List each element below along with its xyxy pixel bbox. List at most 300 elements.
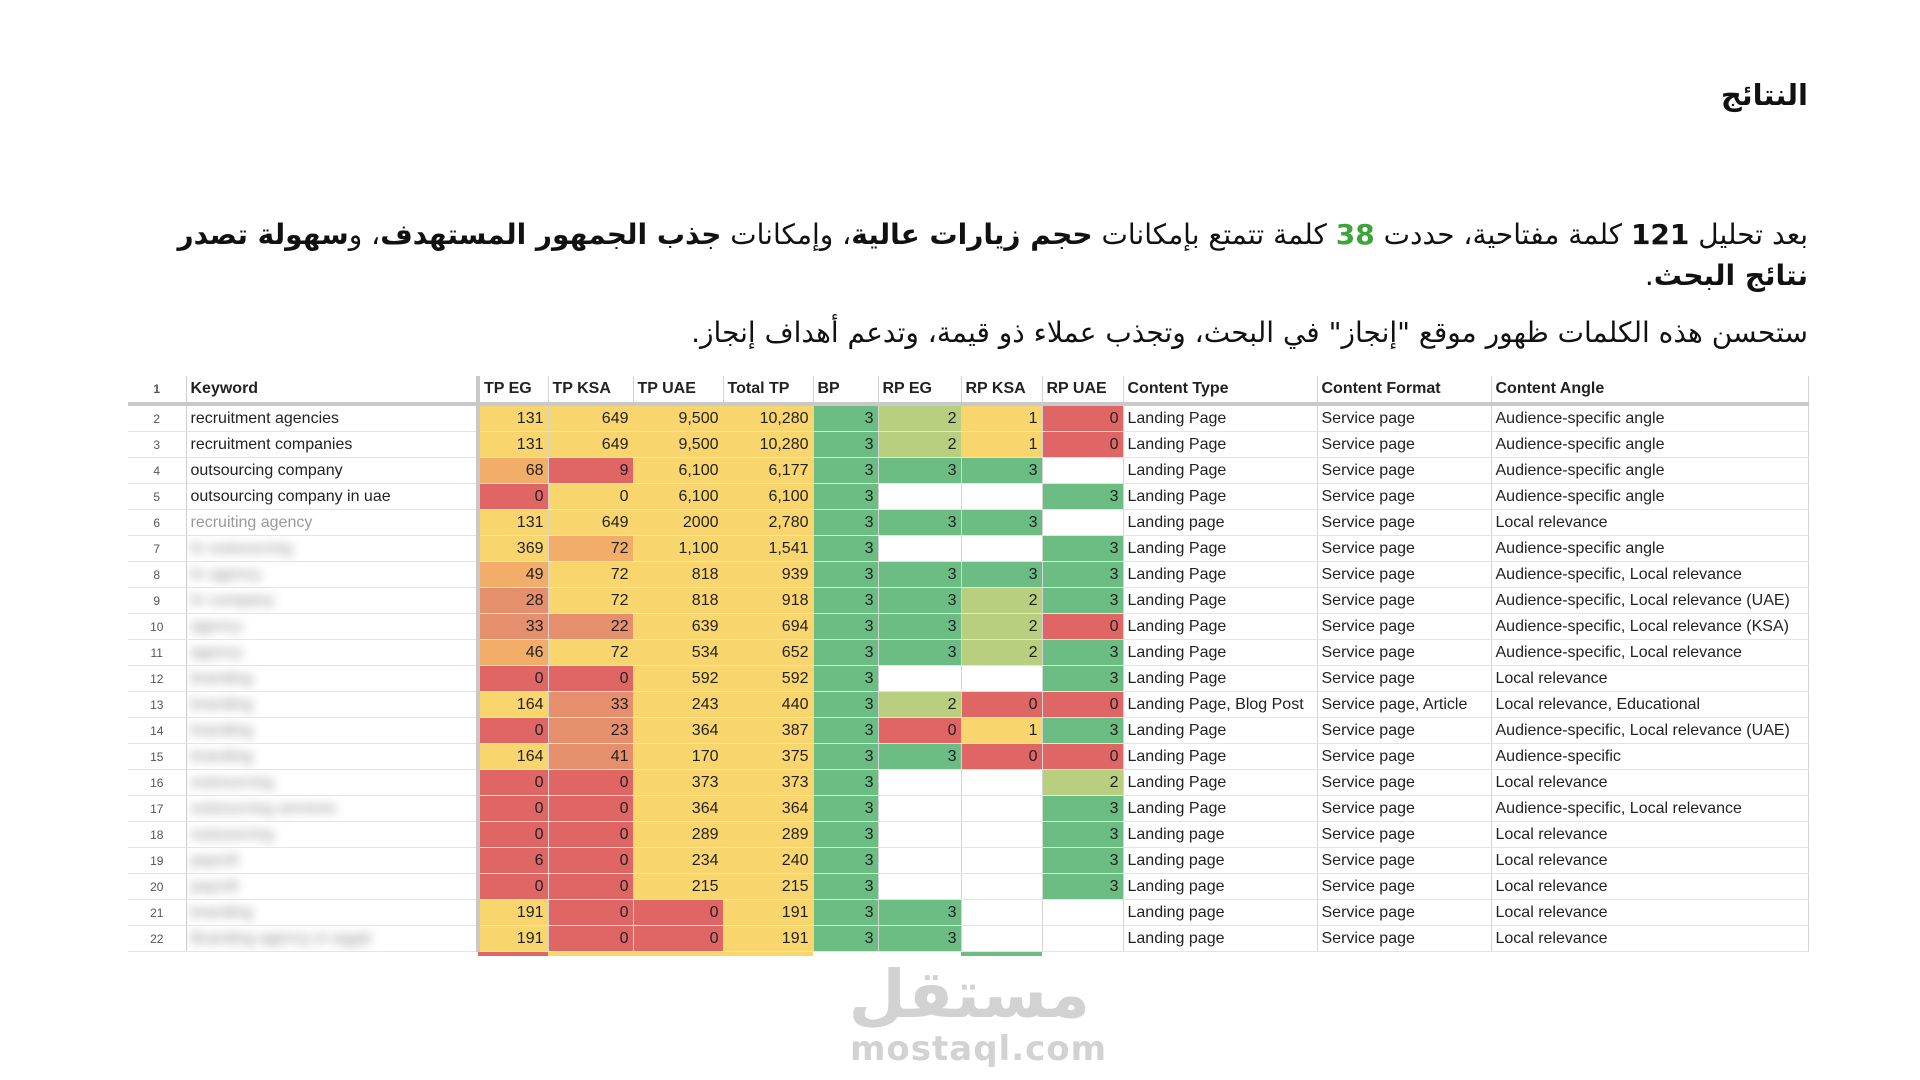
keyword-cell (186, 796, 478, 822)
content-type-cell: Landing Page (1123, 484, 1317, 510)
rp-eg-cell: 3 (878, 614, 961, 640)
content-format-cell: Service page (1317, 874, 1491, 900)
tp-eg-cell: 369 (478, 536, 548, 562)
keyword-cell (186, 640, 478, 666)
table-row (128, 510, 1808, 536)
keyword-cell (186, 614, 478, 640)
keyword-cell (186, 588, 478, 614)
bp-cell: 3 (813, 692, 878, 718)
tp-eg-cell: 191 (478, 926, 548, 952)
tp-ksa-cell: 22 (548, 614, 633, 640)
column-header-bp: BP (813, 376, 878, 404)
tp-eg-cell: 131 (478, 404, 548, 432)
rp-uae-cell: 3 (1042, 822, 1123, 848)
content-format-cell: Service page (1317, 614, 1491, 640)
content-format-cell: Service page (1317, 510, 1491, 536)
rp-ksa-cell: 0 (961, 744, 1042, 770)
row-number: 10 (128, 614, 186, 640)
table-row (128, 640, 1808, 666)
rp-eg-cell: 3 (878, 588, 961, 614)
summary-paragraph (118, 214, 1808, 296)
partial-cell (186, 952, 478, 957)
tp-ksa-cell: 33 (548, 692, 633, 718)
tp-uae-cell: 9,500 (633, 404, 723, 432)
tp-ksa-cell: 72 (548, 562, 633, 588)
content-type-cell: Landing page (1123, 900, 1317, 926)
total-tp-cell: 6,100 (723, 484, 813, 510)
rp-ksa-cell (961, 900, 1042, 926)
content-angle-cell: Local relevance (1491, 510, 1808, 536)
tp-eg-cell: 0 (478, 796, 548, 822)
rp-uae-cell: 3 (1042, 484, 1123, 510)
keyword-text: branding (190, 903, 253, 921)
summary-text: كلمة مفتاحية، حددت (1374, 218, 1631, 251)
row-number: 13 (128, 692, 186, 718)
rp-uae-cell (1042, 510, 1123, 536)
keyword-cell: outsourcing company in uae (186, 484, 478, 510)
rp-ksa-cell (961, 484, 1042, 510)
rp-uae-cell: 3 (1042, 796, 1123, 822)
rp-eg-cell: 0 (878, 718, 961, 744)
content-format-cell: Service page (1317, 744, 1491, 770)
rp-ksa-cell (961, 796, 1042, 822)
tp-ksa-cell: 41 (548, 744, 633, 770)
tp-eg-cell: 49 (478, 562, 548, 588)
rp-uae-cell: 0 (1042, 432, 1123, 458)
rp-ksa-cell: 1 (961, 432, 1042, 458)
partial-cell (633, 952, 723, 957)
content-angle-cell: Local relevance (1491, 848, 1808, 874)
summary-text: بعد تحليل (1689, 218, 1808, 251)
bp-cell: 3 (813, 404, 878, 432)
rp-ksa-cell: 2 (961, 588, 1042, 614)
tp-eg-cell: 0 (478, 874, 548, 900)
content-type-cell: Landing page (1123, 510, 1317, 536)
content-angle-cell: Audience-specific, Local relevance (KSA) (1491, 614, 1808, 640)
row-number: 14 (128, 718, 186, 744)
content-angle-cell: Audience-specific angle (1491, 484, 1808, 510)
row-number: 7 (128, 536, 186, 562)
tp-eg-cell: 0 (478, 822, 548, 848)
total-tp-cell: 652 (723, 640, 813, 666)
keyword-text: payroll (190, 877, 238, 895)
content-format-cell: Service page (1317, 770, 1491, 796)
rp-ksa-cell (961, 666, 1042, 692)
tp-uae-cell: 2000 (633, 510, 723, 536)
rp-uae-cell: 3 (1042, 874, 1123, 900)
content-angle-cell: Audience-specific angle (1491, 536, 1808, 562)
keyword-text: branding (190, 747, 253, 765)
content-type-cell: Landing Page (1123, 718, 1317, 744)
rp-uae-cell: 3 (1042, 718, 1123, 744)
tp-ksa-cell: 72 (548, 640, 633, 666)
mostaql-watermark-logo (848, 956, 1108, 1069)
table-row (128, 562, 1808, 588)
total-tp-cell: 10,280 (723, 404, 813, 432)
keyword-cell: recruitment agencies (186, 404, 478, 432)
tp-uae-cell: 0 (633, 926, 723, 952)
rp-eg-cell (878, 848, 961, 874)
content-angle-cell: Audience-specific, Local relevance (UAE) (1491, 718, 1808, 744)
total-tp-cell: 6,177 (723, 458, 813, 484)
total-tp-cell: 440 (723, 692, 813, 718)
partial-cell (1317, 952, 1491, 957)
bp-cell: 3 (813, 536, 878, 562)
rp-uae-cell: 3 (1042, 848, 1123, 874)
table-row (128, 458, 1808, 484)
keyword-cell (186, 926, 478, 952)
rp-eg-cell (878, 666, 961, 692)
rp-eg-cell (878, 536, 961, 562)
tp-uae-cell: 534 (633, 640, 723, 666)
content-type-cell: Landing Page, Blog Post (1123, 692, 1317, 718)
tp-eg-cell: 68 (478, 458, 548, 484)
rp-eg-cell: 2 (878, 692, 961, 718)
content-angle-cell: Audience-specific, Local relevance (1491, 796, 1808, 822)
row-number: 5 (128, 484, 186, 510)
content-format-cell: Service page (1317, 484, 1491, 510)
tp-ksa-cell: 0 (548, 822, 633, 848)
content-format-cell: Service page (1317, 848, 1491, 874)
bp-cell: 3 (813, 510, 878, 536)
keyword-text: outsourcing services (190, 799, 337, 817)
tp-ksa-cell: 0 (548, 874, 633, 900)
keywords-analyzed-count: 121 (1630, 218, 1690, 251)
tp-uae-cell: 364 (633, 718, 723, 744)
total-tp-cell: 373 (723, 770, 813, 796)
content-type-cell: Landing page (1123, 926, 1317, 952)
tp-uae-cell: 818 (633, 588, 723, 614)
content-type-cell: Landing Page (1123, 640, 1317, 666)
total-tp-cell: 918 (723, 588, 813, 614)
tp-ksa-cell: 649 (548, 404, 633, 432)
watermark-arabic: مستقل (848, 956, 1090, 1033)
tp-uae-cell: 0 (633, 900, 723, 926)
content-angle-cell: Local relevance (1491, 900, 1808, 926)
rp-eg-cell: 3 (878, 562, 961, 588)
partial-cell (1123, 952, 1317, 957)
rp-ksa-cell (961, 536, 1042, 562)
table-row (128, 588, 1808, 614)
keyword-cell (186, 770, 478, 796)
rp-uae-cell: 3 (1042, 536, 1123, 562)
table-row (128, 718, 1808, 744)
row-number: 16 (128, 770, 186, 796)
rp-eg-cell: 3 (878, 926, 961, 952)
content-type-cell: Landing Page (1123, 796, 1317, 822)
column-header-keyword: Keyword (186, 376, 478, 404)
column-header-total-tp: Total TP (723, 376, 813, 404)
row-number: 2 (128, 404, 186, 432)
row-number: 1 (128, 376, 186, 404)
tp-ksa-cell: 23 (548, 718, 633, 744)
row-number: 15 (128, 744, 186, 770)
tp-eg-cell: 0 (478, 484, 548, 510)
content-angle-cell: Audience-specific angle (1491, 404, 1808, 432)
content-angle-cell: Local relevance, Educational (1491, 692, 1808, 718)
rp-ksa-cell (961, 770, 1042, 796)
content-format-cell: Service page (1317, 822, 1491, 848)
content-format-cell: Service page (1317, 900, 1491, 926)
rp-ksa-cell: 1 (961, 718, 1042, 744)
table-row (128, 692, 1808, 718)
content-type-cell: Landing page (1123, 874, 1317, 900)
bp-cell: 3 (813, 796, 878, 822)
summary-text: ، و (348, 218, 381, 251)
table-row (128, 926, 1808, 952)
row-number: 11 (128, 640, 186, 666)
rp-ksa-cell: 3 (961, 562, 1042, 588)
keyword-cell (186, 692, 478, 718)
total-tp-cell: 1,541 (723, 536, 813, 562)
tp-uae-cell: 289 (633, 822, 723, 848)
rp-uae-cell (1042, 926, 1123, 952)
content-angle-cell: Audience-specific angle (1491, 432, 1808, 458)
content-format-cell: Service page (1317, 796, 1491, 822)
tp-ksa-cell: 9 (548, 458, 633, 484)
tp-ksa-cell: 0 (548, 848, 633, 874)
keyword-text: hr outsourcing (190, 539, 292, 557)
table-row (128, 744, 1808, 770)
table-row (128, 796, 1808, 822)
keyword-cell: recruitment companies (186, 432, 478, 458)
partial-cell (548, 952, 633, 957)
keyword-results-table (128, 376, 1809, 956)
row-number: 22 (128, 926, 186, 952)
table-row (128, 432, 1808, 458)
keyword-cell (186, 874, 478, 900)
content-format-cell: Service page (1317, 404, 1491, 432)
column-header-rp-eg: RP EG (878, 376, 961, 404)
keyword-cell: recruiting agency (186, 510, 478, 536)
content-angle-cell: Local relevance (1491, 770, 1808, 796)
tp-eg-cell: 6 (478, 848, 548, 874)
keyword-text: branding (190, 721, 253, 739)
content-type-cell: Landing Page (1123, 614, 1317, 640)
content-format-cell: Service page, Article (1317, 692, 1491, 718)
tp-uae-cell: 818 (633, 562, 723, 588)
content-format-cell: Service page (1317, 926, 1491, 952)
total-tp-cell: 191 (723, 900, 813, 926)
column-header-rp-uae: RP UAE (1042, 376, 1123, 404)
bp-cell: 3 (813, 432, 878, 458)
bp-cell: 3 (813, 874, 878, 900)
rp-uae-cell: 0 (1042, 404, 1123, 432)
rp-eg-cell: 3 (878, 510, 961, 536)
keyword-cell (186, 718, 478, 744)
content-type-cell: Landing page (1123, 822, 1317, 848)
highlight-audience: جذب الجمهور المستهدف (380, 218, 722, 251)
tp-eg-cell: 164 (478, 692, 548, 718)
row-number: 6 (128, 510, 186, 536)
row-number: 8 (128, 562, 186, 588)
tp-eg-cell: 164 (478, 744, 548, 770)
keyword-text: hr company (190, 591, 275, 609)
rp-eg-cell (878, 770, 961, 796)
tp-ksa-cell: 0 (548, 666, 633, 692)
keyword-cell (186, 666, 478, 692)
keyword-text: agency (190, 643, 243, 661)
highlight-ranking: سهولة تصدر نتائج البحث (177, 218, 1808, 292)
total-tp-cell: 289 (723, 822, 813, 848)
tp-ksa-cell: 0 (548, 796, 633, 822)
table-row (128, 874, 1808, 900)
rp-eg-cell: 3 (878, 458, 961, 484)
summary-text: كلمة تتمتع بإمكانات (1092, 218, 1336, 251)
total-tp-cell: 2,780 (723, 510, 813, 536)
tp-uae-cell: 364 (633, 796, 723, 822)
table-row (128, 536, 1808, 562)
rp-uae-cell: 0 (1042, 692, 1123, 718)
row-number: 4 (128, 458, 186, 484)
row-number: 17 (128, 796, 186, 822)
rp-eg-cell: 3 (878, 640, 961, 666)
content-format-cell: Service page (1317, 432, 1491, 458)
rp-uae-cell: 3 (1042, 640, 1123, 666)
keyword-text: branding (190, 695, 253, 713)
content-type-cell: Landing Page (1123, 744, 1317, 770)
tp-ksa-cell: 72 (548, 536, 633, 562)
tp-uae-cell: 592 (633, 666, 723, 692)
rp-ksa-cell: 3 (961, 458, 1042, 484)
rp-eg-cell: 2 (878, 404, 961, 432)
partial-cell (128, 952, 186, 957)
keyword-cell (186, 536, 478, 562)
tp-uae-cell: 1,100 (633, 536, 723, 562)
tp-uae-cell: 639 (633, 614, 723, 640)
bp-cell: 3 (813, 900, 878, 926)
tp-eg-cell: 0 (478, 770, 548, 796)
tp-eg-cell: 33 (478, 614, 548, 640)
rp-eg-cell (878, 822, 961, 848)
tp-eg-cell: 0 (478, 666, 548, 692)
content-angle-cell: Local relevance (1491, 666, 1808, 692)
keyword-text: outsourcing (190, 825, 274, 843)
total-tp-cell: 694 (723, 614, 813, 640)
keyword-text: outsourcing (190, 773, 274, 791)
table-row (128, 484, 1808, 510)
content-angle-cell: Audience-specific, Local relevance (1491, 640, 1808, 666)
table-row (128, 666, 1808, 692)
column-header-tp-eg: TP EG (478, 376, 548, 404)
bp-cell: 3 (813, 770, 878, 796)
content-format-cell: Service page (1317, 588, 1491, 614)
content-type-cell: Landing Page (1123, 458, 1317, 484)
table-row (128, 404, 1808, 432)
rp-ksa-cell (961, 848, 1042, 874)
tp-uae-cell: 234 (633, 848, 723, 874)
content-type-cell: Landing Page (1123, 404, 1317, 432)
content-format-cell: Service page (1317, 536, 1491, 562)
keyword-cell (186, 744, 478, 770)
total-tp-cell: 939 (723, 562, 813, 588)
page-title: النتائج (1720, 78, 1808, 112)
tp-eg-cell: 28 (478, 588, 548, 614)
rp-uae-cell: 0 (1042, 744, 1123, 770)
column-header-content-format: Content Format (1317, 376, 1491, 404)
rp-uae-cell (1042, 458, 1123, 484)
bp-cell: 3 (813, 744, 878, 770)
tp-eg-cell: 0 (478, 718, 548, 744)
tp-uae-cell: 6,100 (633, 458, 723, 484)
row-number: 21 (128, 900, 186, 926)
rp-uae-cell: 3 (1042, 666, 1123, 692)
rp-ksa-cell: 0 (961, 692, 1042, 718)
content-angle-cell: Local relevance (1491, 926, 1808, 952)
table-row (128, 822, 1808, 848)
content-format-cell: Service page (1317, 562, 1491, 588)
total-tp-cell: 240 (723, 848, 813, 874)
rp-eg-cell (878, 484, 961, 510)
tp-ksa-cell: 72 (548, 588, 633, 614)
tp-ksa-cell: 0 (548, 484, 633, 510)
table-row (128, 614, 1808, 640)
rp-ksa-cell (961, 926, 1042, 952)
keyword-cell: outsourcing company (186, 458, 478, 484)
total-tp-cell: 10,280 (723, 432, 813, 458)
bp-cell: 3 (813, 588, 878, 614)
content-angle-cell: Audience-specific (1491, 744, 1808, 770)
total-tp-cell: 592 (723, 666, 813, 692)
content-angle-cell: Audience-specific, Local relevance (1491, 562, 1808, 588)
rp-uae-cell: 0 (1042, 614, 1123, 640)
tp-uae-cell: 373 (633, 770, 723, 796)
content-format-cell: Service page (1317, 718, 1491, 744)
keyword-cell (186, 822, 478, 848)
total-tp-cell: 191 (723, 926, 813, 952)
bp-cell: 3 (813, 614, 878, 640)
content-type-cell: Landing Page (1123, 562, 1317, 588)
content-type-cell: Landing Page (1123, 536, 1317, 562)
keyword-text: payroll (190, 851, 238, 869)
tp-eg-cell: 46 (478, 640, 548, 666)
row-number: 3 (128, 432, 186, 458)
rp-eg-cell: 3 (878, 744, 961, 770)
summary-text: . (1644, 259, 1654, 292)
rp-uae-cell: 3 (1042, 562, 1123, 588)
column-header-tp-ksa: TP KSA (548, 376, 633, 404)
rp-ksa-cell: 2 (961, 614, 1042, 640)
rp-uae-cell (1042, 900, 1123, 926)
column-header-content-type: Content Type (1123, 376, 1317, 404)
rp-ksa-cell (961, 822, 1042, 848)
bp-cell: 3 (813, 666, 878, 692)
bp-cell: 3 (813, 718, 878, 744)
rp-uae-cell: 2 (1042, 770, 1123, 796)
keyword-cell (186, 562, 478, 588)
content-angle-cell: Local relevance (1491, 822, 1808, 848)
keyword-text: Branding agency in egypt (190, 929, 372, 947)
total-tp-cell: 375 (723, 744, 813, 770)
column-header-rp-ksa: RP KSA (961, 376, 1042, 404)
tp-uae-cell: 243 (633, 692, 723, 718)
tp-eg-cell: 131 (478, 510, 548, 536)
content-type-cell: Landing Page (1123, 588, 1317, 614)
keywords-selected-count: 38 (1335, 218, 1375, 251)
rp-uae-cell: 3 (1042, 588, 1123, 614)
keyword-text: agency (190, 617, 243, 635)
tp-ksa-cell: 649 (548, 432, 633, 458)
bp-cell: 3 (813, 484, 878, 510)
content-type-cell: Landing Page (1123, 666, 1317, 692)
content-format-cell: Service page (1317, 640, 1491, 666)
tp-ksa-cell: 0 (548, 926, 633, 952)
keyword-text: branding (190, 669, 253, 687)
rp-ksa-cell: 2 (961, 640, 1042, 666)
row-number: 9 (128, 588, 186, 614)
rp-eg-cell: 2 (878, 432, 961, 458)
table-header-row (128, 376, 1808, 404)
